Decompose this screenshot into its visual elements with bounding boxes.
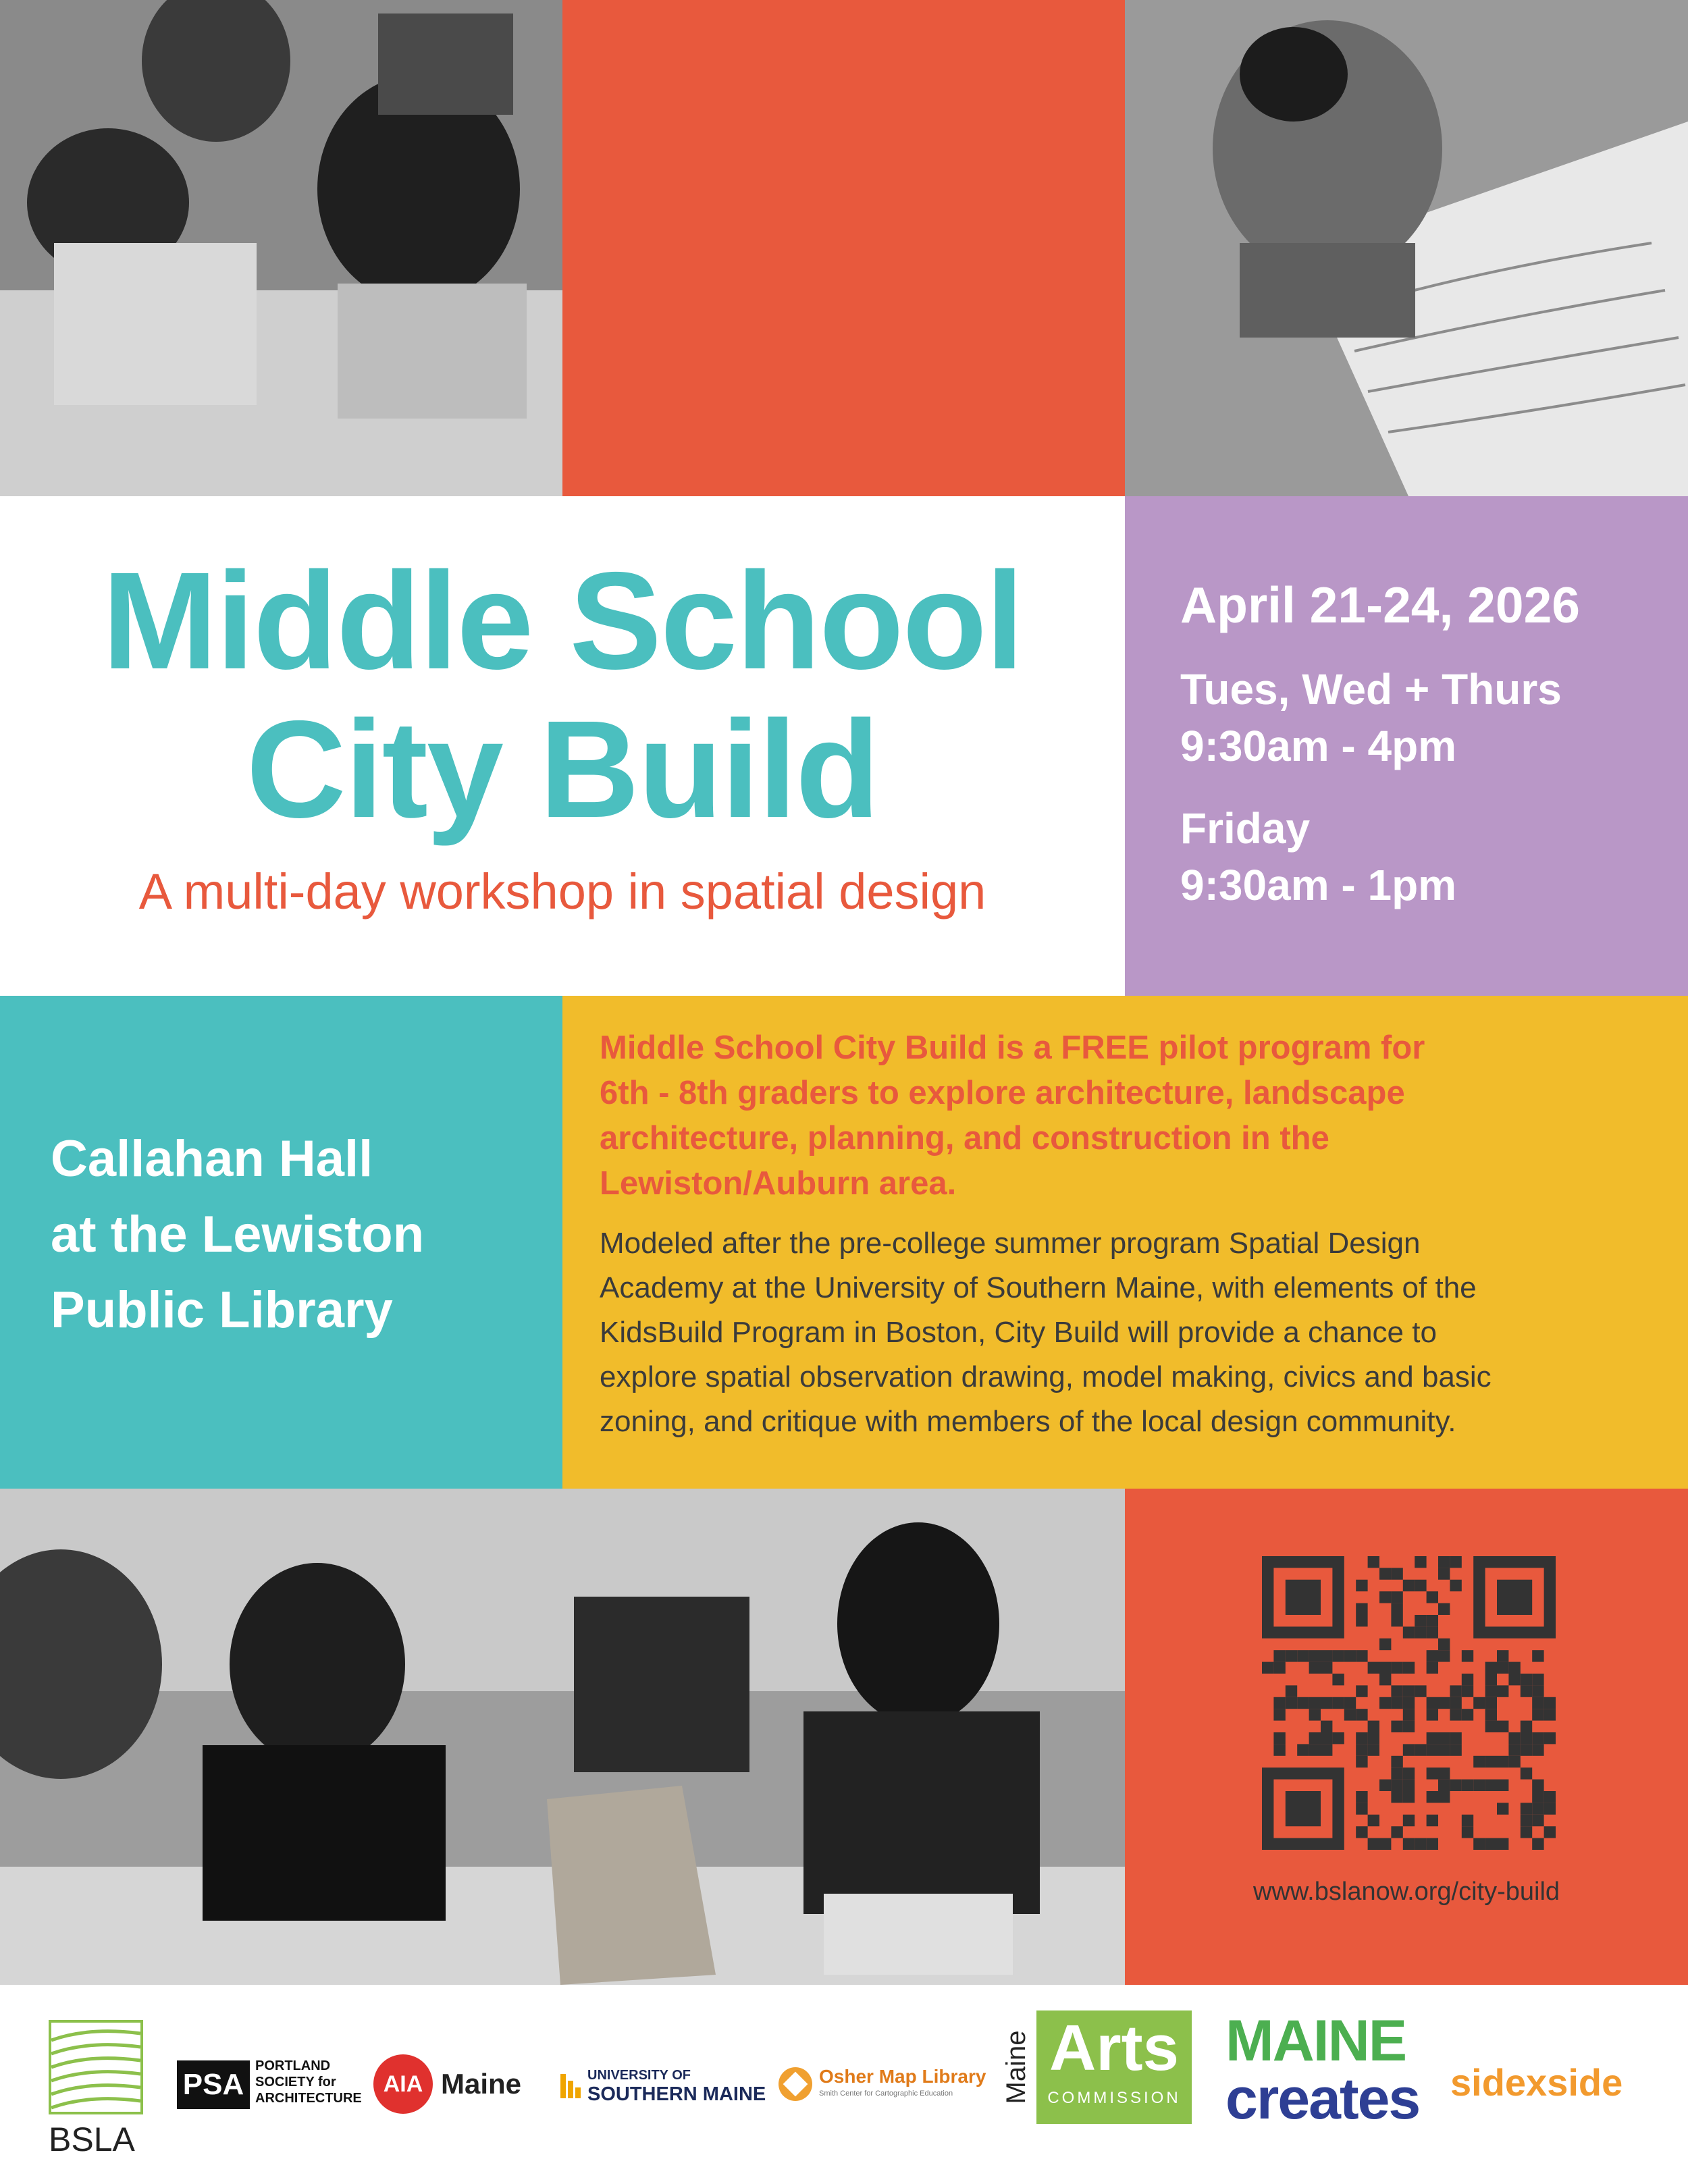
date-range: April 21-24, 2026 <box>1180 577 1581 633</box>
photo-students-model-making <box>0 1489 1125 1985</box>
orange-color-block <box>562 0 1125 496</box>
body-line: zoning, and critique with members of the local design community. <box>600 1405 1456 1438</box>
description-lead <box>600 1026 1647 1206</box>
maine-creates-line-1: MAINE <box>1225 2008 1406 2073</box>
usm-flame-icon <box>559 2071 582 2101</box>
usm-logo <box>559 2065 766 2112</box>
mac-vertical-text: Maine <box>1001 2030 1031 2104</box>
maine-creates-line-2: creates <box>1225 2067 1420 2131</box>
qr-section <box>1125 1489 1688 1985</box>
location-line-2: at the Lewiston <box>51 1206 425 1263</box>
photo-student-map <box>1125 0 1688 496</box>
psa-logo <box>177 2054 362 2114</box>
schedule-section <box>1125 496 1688 996</box>
schedule-time-2: 9:30am - 1pm <box>1180 861 1457 909</box>
osher-map-library-logo <box>779 2063 986 2110</box>
mac-box <box>1036 2010 1192 2124</box>
usm-line-2: SOUTHERN MAINE <box>587 2083 766 2105</box>
title-line-2: City Build <box>246 692 879 847</box>
lead-line: 6th - 8th graders to explore architecture, landscape <box>600 1075 1405 1111</box>
location-section <box>0 996 562 1489</box>
description-section <box>562 996 1688 1489</box>
bsla-logo <box>49 2020 143 2158</box>
schedule-time-1: 9:30am - 4pm <box>1180 722 1457 770</box>
compass-icon <box>779 2067 812 2101</box>
psa-mark-text: PSA <box>182 2068 244 2101</box>
usm-line-1: UNIVERSITY OF <box>587 2068 691 2083</box>
location-line-1: Callahan Hall <box>51 1130 373 1188</box>
lead-line: Middle School City Build is a FREE pilot program for <box>600 1030 1425 1066</box>
sidexside-text: sidexside <box>1450 2061 1623 2104</box>
lead-line: architecture, planning, and construction in the <box>600 1120 1329 1156</box>
description-body <box>600 1221 1647 1444</box>
bsla-text: BSLA <box>49 2121 135 2158</box>
bsla-wave-icon <box>49 2020 143 2114</box>
psa-line-2: SOCIETY for <box>255 2075 336 2089</box>
aia-maine-logo <box>373 2054 535 2115</box>
body-line: Modeled after the pre-college summer program Spatial Design <box>600 1227 1421 1260</box>
body-line: KidsBuild Program in Boston, City Build will provide a chance to <box>600 1316 1437 1349</box>
schedule-days-1: Tues, Wed + Thurs <box>1180 665 1562 714</box>
maine-creates-logo <box>1225 2010 1428 2146</box>
body-line: Academy at the University of Southern Maine, with elements of the <box>600 1271 1477 1304</box>
title-line-1: Middle School <box>102 543 1023 698</box>
osher-subtitle: Smith Center for Cartographic Education <box>819 2089 953 2098</box>
osher-title: Osher Map Library <box>819 2066 986 2087</box>
photo-students-drawing <box>0 0 562 496</box>
subtitle: A multi-day workshop in spatial design <box>138 863 986 920</box>
sidexside-logo <box>1450 2059 1653 2113</box>
mac-arts-text: Arts <box>1049 2012 1180 2084</box>
sponsor-footer <box>0 1985 1688 2184</box>
aia-mark-text: AIA <box>383 2071 423 2097</box>
mac-commission-text: COMMISSION <box>1047 2089 1181 2107</box>
maine-arts-commission-logo <box>1003 1998 1195 2137</box>
aia-text: Maine <box>441 2068 522 2100</box>
website-url[interactable]: www.bslanow.org/city-build <box>1252 1877 1560 1906</box>
title-section <box>0 496 1125 996</box>
lead-line: Lewiston/Auburn area. <box>600 1165 957 1202</box>
psa-line-3: ARCHITECTURE <box>255 2091 362 2106</box>
location-line-3: Public Library <box>51 1281 393 1339</box>
psa-mark <box>177 2060 250 2109</box>
psa-line-1: PORTLAND <box>255 2058 331 2073</box>
schedule-days-2: Friday <box>1180 804 1311 853</box>
aia-circle <box>373 2054 433 2114</box>
qr-code[interactable] <box>1262 1556 1556 1850</box>
body-line: explore spatial observation drawing, model making, civics and basic <box>600 1360 1492 1393</box>
